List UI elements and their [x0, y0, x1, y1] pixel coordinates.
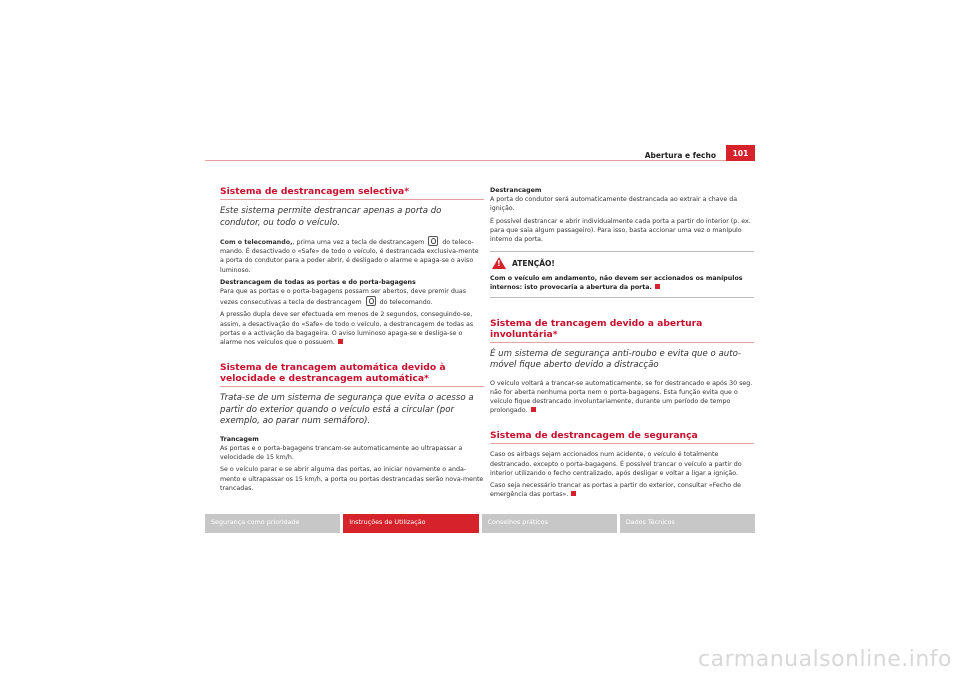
header-rule [205, 160, 755, 161]
page-number: 101 [726, 145, 755, 161]
end-of-section-marker [338, 339, 343, 344]
chapter-title: Abertura e fecho [644, 151, 716, 160]
section-heading-safety-unlock: Sistema de destrancagem de segurança [490, 430, 754, 444]
paragraph: Para que as portas e o porta-bagagens possam ser abertos, deve premir duas vezes consecutivas a tecla de destrancagem do telecomando. [220, 288, 466, 307]
section-heading-selective-unlock: Sistema de destrancagem selectiva* [220, 186, 484, 200]
tab-operating-instructions[interactable]: Instruções de Utilização [343, 514, 478, 533]
tab-practical-tips[interactable]: Conselhos práticos [482, 514, 617, 533]
paragraph: As portas e o porta-bagagens trancam-se automaticamente ao ultrapassar a velocidade de 15 km/h. [220, 444, 463, 462]
paragraph: O veículo voltará a trancar-se automaticamente, se for destrancado e após 30 seg. não for aberta nenhuma porta nem o porta-bagagens. Esta função evita que o veículo fique destrancado involuntariamente, durante um período de tempo prolongado. [490, 379, 753, 415]
end-of-section-marker [571, 491, 576, 496]
paragraph: Com o telecomando,, prima uma vez a tecla de destrancagem do teleco-mando. É desactivado o «Safe» de todo o veículo, é destrancada exclusiva-mente a porta do condutor para a poder abrir, é desligado o alarme e apaga-se o aviso luminoso. [220, 236, 484, 275]
watermark: carmanualsonline.info [698, 647, 952, 672]
end-of-section-marker [655, 284, 660, 289]
warning-text: Com o veículo em andamento, não devem ser accionados os manípulos internos: isto provocaria a abertura da porta. [490, 275, 743, 292]
section-heading-accidental-unlock: Sistema de trancagem devido a abertura involuntária* [490, 318, 754, 343]
warning-header [490, 257, 754, 269]
paragraph: É possível destrancar e abrir individualmente cada porta a partir do interior (p. ex. para que saia algum passageiro). Para isso, basta accionar uma vez o manípulo interno da porta. [490, 217, 751, 244]
remote-key-icon [366, 296, 376, 306]
subheading: Destrancagem de todas as portas e do porta-bagagens [220, 278, 416, 286]
paragraph: A porta do condutor será automaticamente destrancada ao extrair a chave da ignição. [490, 196, 738, 213]
inline-bold: Com o telecomando, [220, 239, 293, 246]
subheading: Trancagem [220, 435, 259, 443]
paragraph: A pressão dupla deve ser efectuada em menos de 2 segundos, conseguindo-se, assim, a desactivação do «Safe» de todo o veículo, a destrancagem de todas as portas e a activação da bagageira. O aviso luminoso apaga-se e desliga-se o alarme nos veículos que o possuem. [220, 311, 474, 347]
subheading: Destrancagem [490, 187, 542, 194]
warning-triangle-icon [492, 257, 506, 269]
paragraph: Caso seja necessário trancar as portas a partir do exterior, consultar «Fecho de emergência das portas». [490, 482, 741, 499]
footer-tabs [205, 514, 755, 533]
left-column [220, 186, 484, 496]
section-lead: É um sistema de segurança anti-roubo e evita que o auto-móvel fique aberto devido a distracção [490, 348, 741, 371]
warning-box [490, 251, 754, 297]
tab-technical-data[interactable]: Dados Técnicos [620, 514, 755, 533]
section-heading-speed-lock: Sistema de trancagem automática devido à velocidade e destrancagem automática* [220, 362, 484, 387]
warning-title: ATENÇÃO! [512, 258, 555, 268]
tab-safety[interactable]: Segurança como prioridade [205, 514, 340, 533]
section-lead: Este sistema permite destrancar apenas a porta do condutor, ou todo o veículo. [220, 206, 442, 228]
paragraph: Caso os airbags sejam accionados num acidente, o veículo é totalmente destrancado, excepto o porta-bagagens. É possível trancar o veículo a partir do interior utilizando o fecho centralizado, após desligar e voltar a ligar a ignição. [490, 451, 742, 477]
paragraph: Se o veículo parar e se abrir alguma das portas, ao iniciar novamente o anda-mento e ultrapassar os 15 km/h, a porta ou portas destrancadas serão nova-mente trancadas. [220, 466, 484, 492]
remote-key-icon [428, 236, 438, 246]
section-lead: Trata-se de um sistema de segurança que evita o acesso a partir do exterior quando o veículo está a circular (por exemplo, ao parar num semáforo). [220, 393, 474, 427]
right-column [490, 186, 754, 502]
end-of-section-marker [531, 407, 536, 412]
